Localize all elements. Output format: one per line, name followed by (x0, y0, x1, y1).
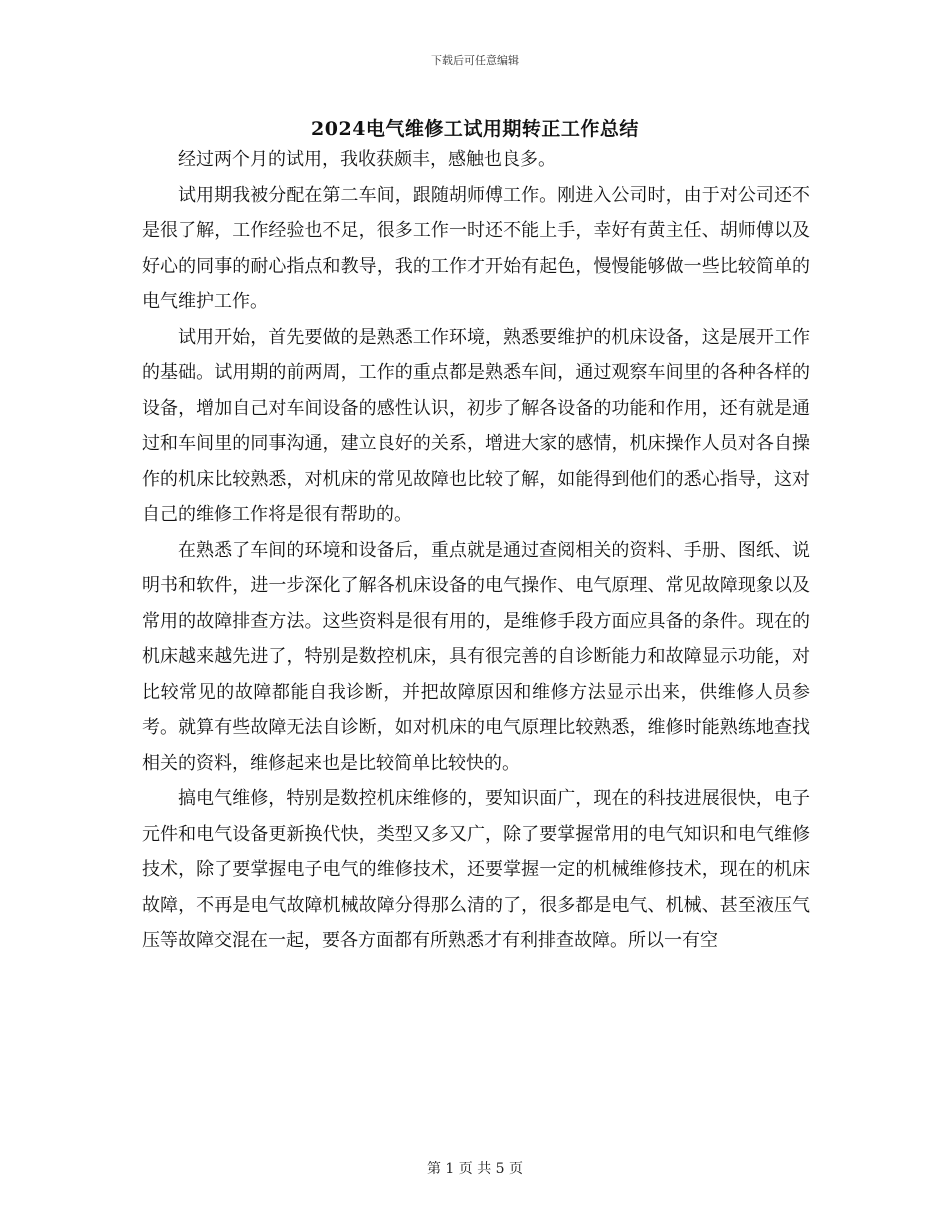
document-title: 2024电气维修工试用期转正工作总结 (311, 118, 639, 140)
paragraph-5: 搞电气维修，特别是数控机床维修的，要知识面广，现在的科技进展很快，电子元件和电气设备更新换代快，类型又多又广，除了要掌握常用的电气知识和电气维修技术，除了要掌握电子电气的维修技术，还要掌握一定的机械维修技术，现在的机床故障，不再是电气故障机械故障分得那么清的了，很多都是电气、机械、甚至液压气压等故障交混在一起，要各方面都有所熟悉才有利排查故障。所以一有空 (142, 788, 810, 951)
paragraph-4: 在熟悉了车间的环境和设备后，重点就是通过查阅相关的资料、手册、图纸、说明书和软件，进一步深化了解各机床设备的电气操作、电气原理、常见故障现象以及常用的故障排查方法。这些资料是很有用的，是维修手段方面应具备的条件。现在的机床越来越先进了，特别是数控机床，具有很完善的自诊断能力和故障显示功能，对比较常见的故障都能自我诊断，并把故障原因和维修方法显示出来，供维修人员参考。就算有些故障无法自诊断，如对机床的电气原理比较熟悉，维修时能熟练地查找相关的资料，维修起来也是比较简单比较快的。 (142, 539, 810, 774)
paragraph-2: 试用期我被分配在第二车间，跟随胡师傅工作。刚进入公司时，由于对公司还不是很了解，工作经验也不足，很多工作一时还不能上手，幸好有黄主任、胡师傅以及好心的同事的耐心指点和教导，我的工作才开始有起色，慢慢能够做一些比较简单的电气维护工作。 (142, 184, 810, 312)
paragraph-3: 试用开始，首先要做的是熟悉工作环境，熟悉要维护的机床设备，这是展开工作的基础。试用期的前两周，工作的重点都是熟悉车间，通过观察车间里的各种各样的设备，增加自己对车间设备的感性认识，初步了解各设备的功能和作用，还有就是通过和车间里的同事沟通，建立良好的关系，增进大家的感情，机床操作人员对各自操作的机床比较熟悉，对机床的常见故障也比较了解，如能得到他们的悉心指导，这对自己的维修工作将是很有帮助的。 (142, 326, 810, 525)
paragraph-1: 经过两个月的试用，我收获颇丰，感触也良多。 (178, 149, 556, 170)
page-footer: 第 1 页 共 5 页 (426, 1161, 524, 1177)
page-header: 下载后可任意编辑 (431, 54, 519, 67)
document-body (142, 142, 810, 959)
